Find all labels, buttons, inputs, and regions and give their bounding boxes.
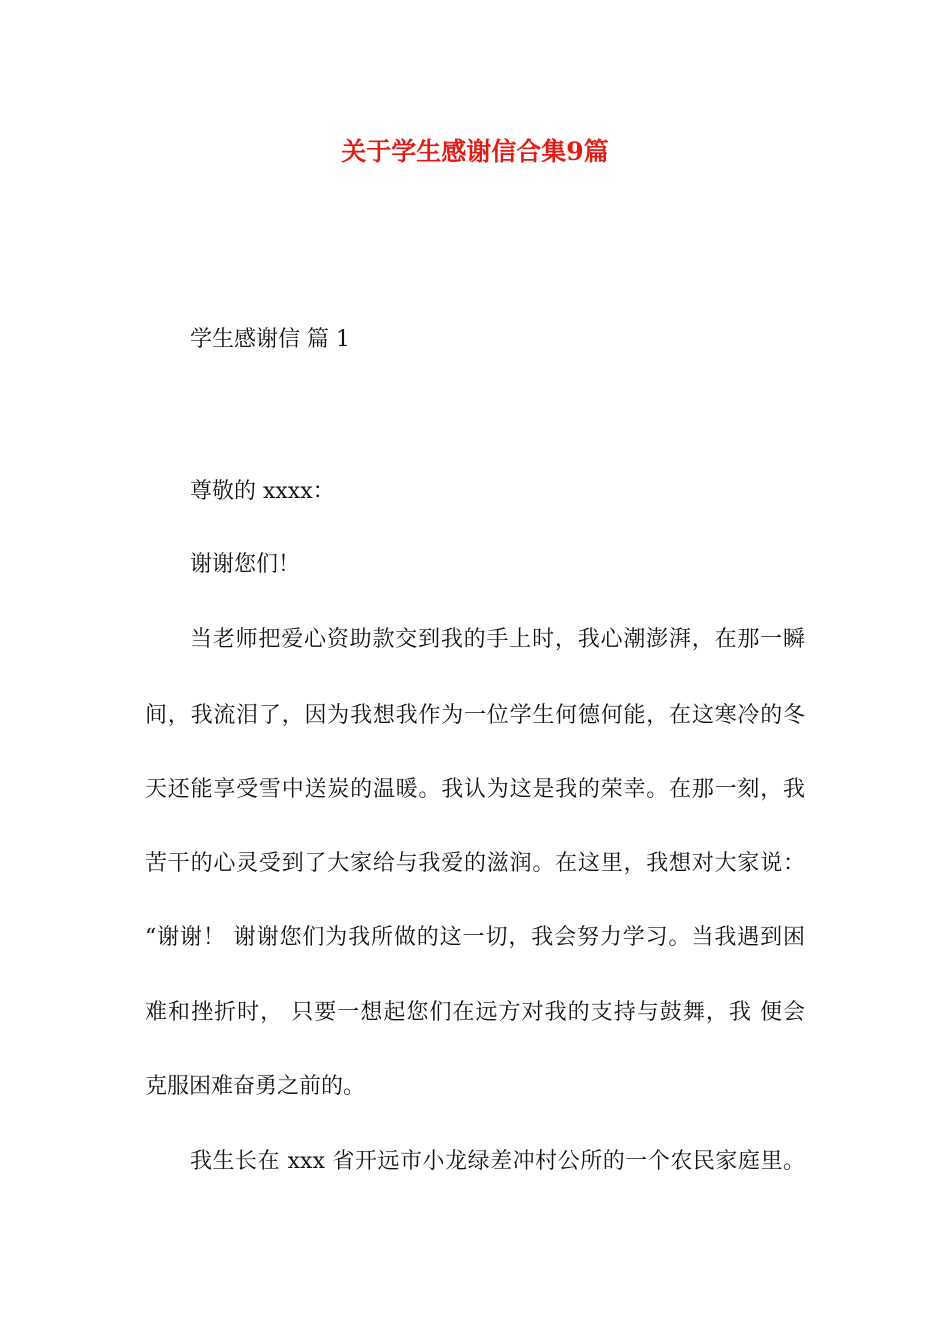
paragraph-2-line-1: 我生长在 xxx 省开远市小龙绿差冲村公所的一个农民家庭里。 — [190, 1149, 805, 1174]
paragraph-1-line-1: 当老师把爱心资助款交到我的手上时，我心潮澎湃，在那一瞬 — [190, 627, 805, 652]
section-heading: 学生感谢信 篇 1 — [190, 327, 350, 352]
paragraph-1-line-4: 苦干的心灵受到了大家给与我爱的滋润。在这里，我想对大家说： — [145, 851, 805, 876]
paragraph-1-line-7: 克服困难奋勇之前的。 — [145, 1074, 366, 1099]
salutation: 尊敬的 xxxx： — [190, 479, 335, 504]
paragraph-1-line-6: 难和挫折时， 只要一想起您们在远方对我的支持与鼓舞，我 便会 — [145, 1000, 805, 1025]
paragraph-1-line-2: 间，我流泪了，因为我想我作为一位学生何德何能，在这寒冷的冬 — [145, 703, 805, 728]
paragraph-1-line-3: 天还能享受雪中送炭的温暖。我认为这是我的荣幸。在那一刻，我 — [145, 777, 805, 802]
document-title: 关于学生感谢信合集9篇 — [341, 137, 609, 166]
paragraph-1-line-5: “谢谢！ 谢谢您们为我所做的这一切，我会努力学习。当我遇到困 — [145, 925, 805, 950]
thanks-line: 谢谢您们！ — [190, 552, 301, 577]
